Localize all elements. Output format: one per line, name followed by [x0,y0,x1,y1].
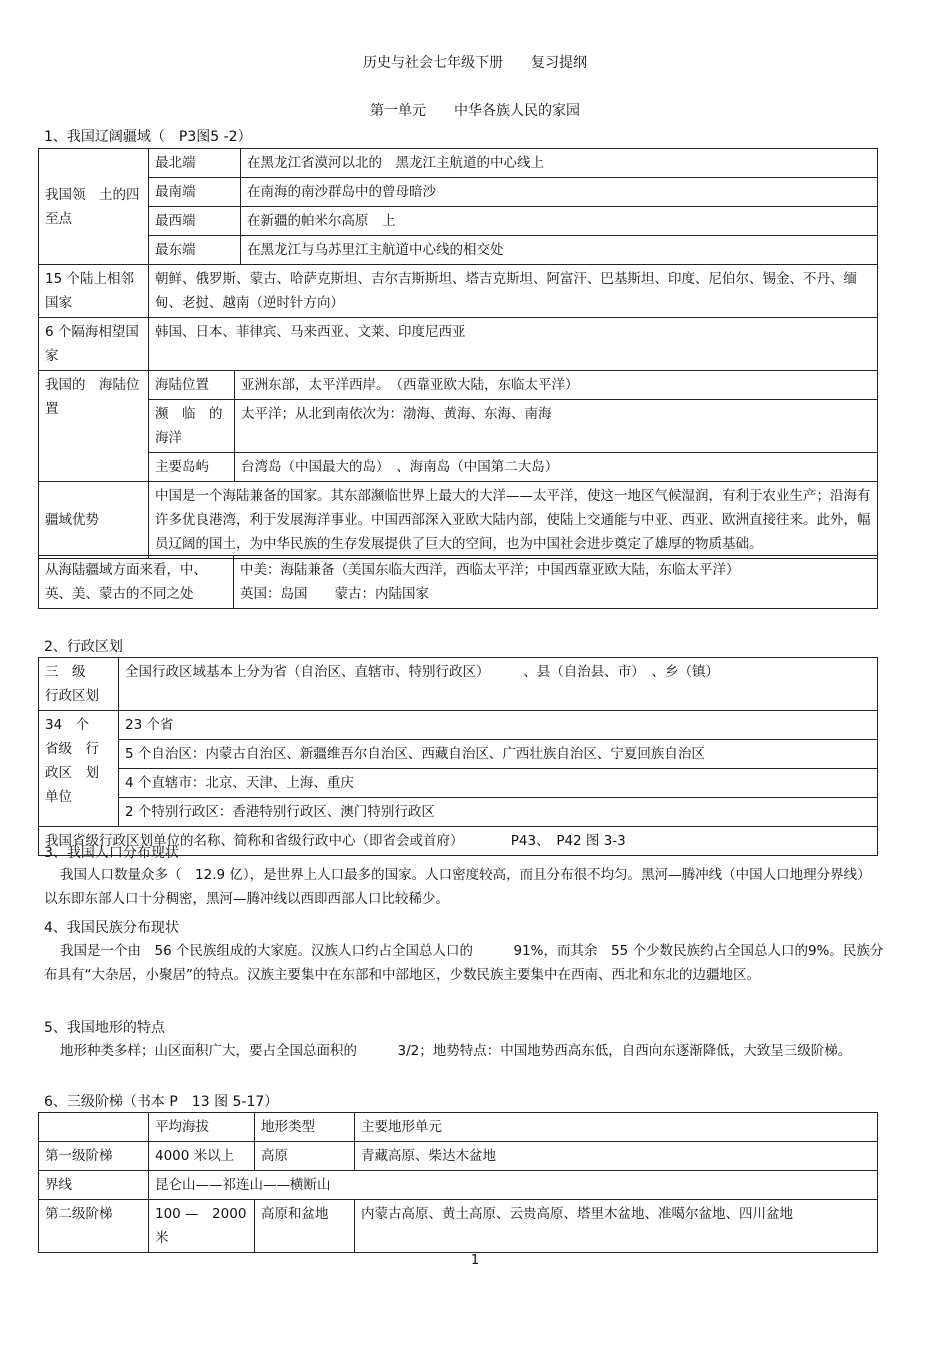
ethnic-paragraph: 我国是一个由 56 个民族组成的大家庭。汉族人口约占全国总人口的 91%，而其余 55 个少数民族约占全国总人口的9%。民族分布具有“大杂居，小聚居”的特点。汉族主要集中在东部和中部地区，少数民族主要集中在西南、西北和东北的边疆地区。 [44,943,884,983]
extreme-value: 在黑龙江省漠河以北的 黑龙江主航道的中心线上 [241,149,878,178]
table-row [39,178,878,207]
section-3-heading: 3、我国人口分布现状 [44,845,179,861]
table-row [39,371,878,400]
table-row [39,1113,878,1142]
table-cell: 第一级阶梯 [39,1142,149,1171]
table-row [39,207,878,236]
table-row [39,265,878,318]
terrain-paragraph: 地形种类多样；山区面积广大，要占全国总面积的 3/2；地势特点：中国地势西高东低，自西向东逐渐降低，大致呈三级阶梯。 [60,1043,852,1059]
position-value: 亚洲东部，太平洋西岸。 （西靠亚欧大陆，东临太平洋） [235,371,878,400]
section-1-heading: 1、我国辽阔疆域（ P3图5 -2） [44,129,252,145]
position-key: 主要岛屿 [149,453,235,482]
comparison-line: 中美：海陆兼备（美国东临大西洋，西临太平洋；中国西靠亚欧大陆，东临太平洋） [240,562,740,578]
section-6-heading: 6、三级阶梯（书本 P 13 图 5-17） [44,1094,279,1110]
table-row [39,658,878,711]
table-cell: 4000 米以上 [149,1142,255,1171]
table-row [39,711,878,740]
table-cell: 第二级阶梯 [39,1200,149,1253]
table-header-cell: 主要地形单元 [355,1113,878,1142]
land-neighbors-label: 15 个陆上相邻国家 [39,265,149,318]
section-5-heading: 5、我国地形的特点 [44,1020,165,1036]
boundary-label: 界线 [39,1171,149,1200]
table-header-cell: 地形类型 [255,1113,355,1142]
extreme-key: 最北端 [149,149,241,178]
table-header-cell [39,1113,149,1142]
comparison-table [38,555,878,609]
position-key: 濒 临 的 海洋 [149,400,235,453]
position-key: 海陆位置 [149,371,235,400]
four-extremes-label: 我国领 土的四至点 [39,149,149,265]
table-cell: 青藏高原、柴达木盆地 [355,1142,878,1171]
population-paragraph: 我国人口数量众多（ 12.9 亿），是世界上人口最多的国家。人口密度较高，而且分布很不均匀。黑河—腾冲线（中国人口地理分界线）以东即东部人口十分稠密，黑河—腾冲线以西即西部人口比较稀少。 [44,867,871,907]
provincial-units-label: 34 个 省级 行 政区 划 单位 [39,711,119,827]
table-cell: 内蒙古高原、黄土高原、云贵高原、塔里木盆地、准噶尔盆地、四川盆地 [355,1200,878,1253]
extreme-key: 最南端 [149,178,241,207]
table-row [39,400,878,453]
extreme-value: 在黑龙江与乌苏里江主航道中心线的相交处 [241,236,878,265]
table-row [39,798,878,827]
table-row [39,482,878,559]
extreme-key: 最东端 [149,236,241,265]
territory-table [38,148,878,559]
sea-neighbors-label: 6 个隔海相望国家 [39,318,149,371]
boundary-value: 昆仑山——祁连山——横断山 [149,1171,878,1200]
provincial-unit-item: 5 个自治区：内蒙古自治区、新疆维吾尔自治区、西藏自治区、广西壮族自治区、宁夏回族自治区 [119,740,878,769]
table-row [39,318,878,371]
admin-table [38,657,878,856]
extreme-value: 在南海的南沙群岛中的曾母暗沙 [241,178,878,207]
table-row [39,1200,878,1253]
section-4-heading: 4、我国民族分布现状 [44,920,179,936]
table-row [39,769,878,798]
table-cell: 高原 [255,1142,355,1171]
sea-neighbors-value: 韩国、日本、菲律宾、马来西亚、文莱、印度尼西亚 [149,318,878,371]
extreme-value: 在新疆的帕米尔高原 上 [241,207,878,236]
page-number: 1 [470,1253,480,1268]
table-row [39,149,878,178]
position-value: 台湾岛（中国最大的岛） 、海南岛（中国第二大岛） [235,453,878,482]
table-cell: 高原和盆地 [255,1200,355,1253]
advantage-value: 中国是一个海陆兼备的国家。其东部濒临世界上最大的大洋——太平洋，使这一地区气候湿润，有利于农业生产；沿海有许多优良港湾，利于发展海洋事业。中国西部深入亚欧大陆内部，使陆上交通能与中亚、西亚、欧洲直接往来。此外，幅员辽阔的国土，为中华民族的生存发展提供了巨大的空间，也为中国社会进步奠定了雄厚的物质基础。 [149,482,878,559]
advantage-label: 疆域优势 [39,482,149,559]
position-value: 太平洋；从北到南依次为：渤海、黄海、东海、南海 [235,400,878,453]
section-2-heading: 2、行政区划 [44,639,123,655]
table-row [39,740,878,769]
comparison-line: 英国：岛国 蒙古：内陆国家 [240,586,429,602]
table-row [39,1142,878,1171]
table-row [39,453,878,482]
provincial-reference-row: 我国省级行政区划单位的名称、简称和省级行政中心（即省会或首府） P43、 P42 图 3-3 [39,827,878,856]
staircase-table [38,1112,878,1253]
table-header-cell: 平均海拔 [149,1113,255,1142]
table-row [39,1171,878,1200]
table-cell: 100 — 2000 米 [149,1200,255,1253]
provincial-unit-item: 4 个直辖市：北京、天津、上海、重庆 [119,769,878,798]
table-row [39,236,878,265]
position-label: 我国的 海陆位置 [39,371,149,482]
unit-title: 第一单元 中华各族人民的家园 [370,103,580,119]
provincial-unit-item: 23 个省 [119,711,878,740]
admin-levels-value: 全国行政区域基本上分为省（自治区、直辖市、特别行政区） 、县（自治县、市） 、乡（镇） [119,658,878,711]
admin-levels-label: 三 级 行政区划 [39,658,119,711]
document-title: 历史与社会七年级下册 复习提纲 [363,55,587,71]
comparison-value [234,556,878,609]
extreme-key: 最西端 [149,207,241,236]
comparison-label: 从海陆疆域方面来看，中、英、美、蒙古的不同之处 [39,556,234,609]
land-neighbors-value: 朝鲜、俄罗斯、蒙古、哈萨克斯坦、吉尔吉斯斯坦、塔吉克斯坦、阿富汗、巴基斯坦、印度、尼伯尔、锡金、不丹、缅甸、老挝、越南（逆时针方向） [149,265,878,318]
table-row [39,556,878,609]
provincial-unit-item: 2 个特别行政区：香港特别行政区、澳门特别行政区 [119,798,878,827]
